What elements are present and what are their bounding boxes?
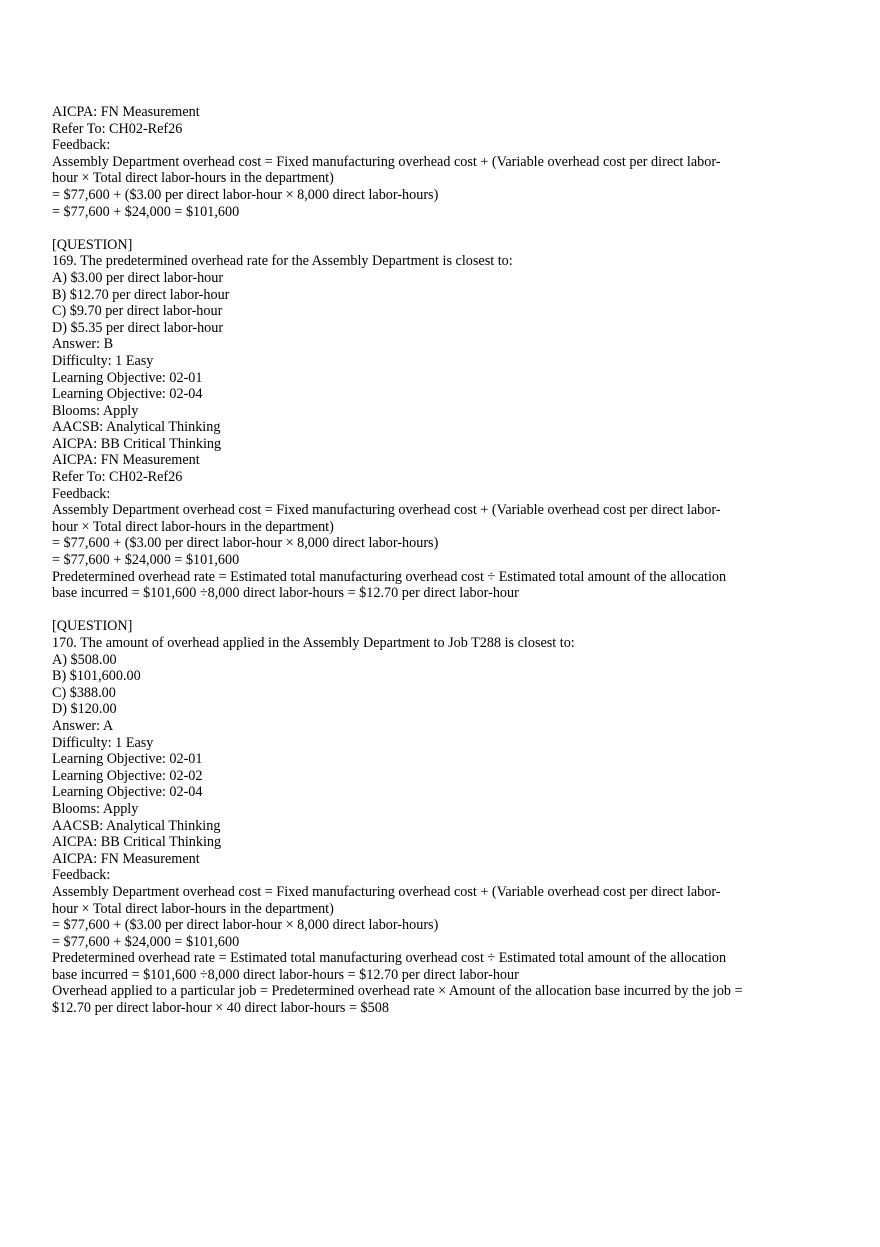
option-d: D) $5.35 per direct labor-hour — [52, 319, 224, 336]
question-170 — [52, 618, 842, 1016]
feedback-block-168 — [52, 104, 842, 220]
aicpa-bb-line: AICPA: BB Critical Thinking — [52, 834, 222, 851]
question-169 — [52, 237, 842, 602]
aacsb-line: AACSB: Analytical Thinking — [52, 817, 221, 834]
aicpa-bb-line: AICPA: BB Critical Thinking — [52, 435, 222, 452]
aacsb-line: AACSB: Analytical Thinking — [52, 419, 221, 436]
aicpa-fn-line: AICPA: FN Measurement — [52, 452, 200, 469]
difficulty-line: Difficulty: 1 Easy — [52, 352, 154, 369]
blooms-line: Blooms: Apply — [52, 402, 139, 419]
question-stem: 170. The amount of overhead applied in the Assembly Department to Job T288 is closest to: — [52, 635, 575, 651]
option-d: D) $120.00 — [52, 701, 117, 718]
learning-objective-line: Learning Objective: 02-04 — [52, 784, 203, 801]
option-c: C) $388.00 — [52, 684, 116, 701]
difficulty-line: Difficulty: 1 Easy — [52, 734, 154, 751]
feedback-line: = $77,600 + $24,000 = $101,600 — [52, 552, 240, 569]
feedback-line: hour × Total direct labor-hours in the department) — [52, 518, 334, 535]
question-tag: [QUESTION] — [52, 618, 133, 635]
feedback-line: Predetermined overhead rate = Estimated total manufacturing overhead cost ÷ Estimated total amount of the allocation — [52, 568, 727, 585]
feedback-line: = $77,600 + $24,000 = $101,600 — [52, 933, 240, 950]
feedback-line: Assembly Department overhead cost = Fixed manufacturing overhead cost + (Variable overhead cost per direct labor- — [52, 502, 721, 519]
feedback-line: = $77,600 + ($3.00 per direct labor-hour × 8,000 direct labor-hours) — [52, 535, 439, 552]
option-b: B) $12.70 per direct labor-hour — [52, 286, 230, 303]
learning-objective-line: Learning Objective: 02-01 — [52, 369, 203, 386]
learning-objective-line: Learning Objective: 02-02 — [52, 767, 203, 784]
answer-line: Answer: A — [52, 717, 114, 734]
aicpa-fn-line: AICPA: FN Measurement — [52, 850, 200, 867]
feedback-line: base incurred = $101,600 ÷8,000 direct labor-hours = $12.70 per direct labor-hour — [52, 585, 519, 602]
question-stem: 169. The predetermined overhead rate for the Assembly Department is closest to: — [52, 253, 513, 270]
option-b: B) $101,600.00 — [52, 668, 141, 685]
question-tag: [QUESTION] — [52, 236, 133, 253]
feedback-line: base incurred = $101,600 ÷8,000 direct labor-hours = $12.70 per direct labor-hour — [52, 966, 519, 983]
feedback-line: Assembly Department overhead cost = Fixed manufacturing overhead cost + (Variable overhead cost per direct labor- — [52, 153, 721, 170]
feedback-line: Overhead applied to a particular job = Predetermined overhead rate × Amount of the allocation base incurred by the job = — [52, 983, 743, 1000]
spacer — [52, 602, 842, 619]
feedback-line: = $77,600 + $24,000 = $101,600 — [52, 203, 240, 220]
feedback-line: Predetermined overhead rate = Estimated total manufacturing overhead cost ÷ Estimated total amount of the allocation — [52, 950, 727, 967]
option-c: C) $9.70 per direct labor-hour — [52, 303, 223, 320]
document-page — [52, 104, 842, 1017]
blooms-line: Blooms: Apply — [52, 800, 139, 817]
feedback-line: = $77,600 + ($3.00 per direct labor-hour × 8,000 direct labor-hours) — [52, 917, 439, 934]
feedback-label: Feedback: — [52, 485, 111, 502]
feedback-line: Assembly Department overhead cost = Fixed manufacturing overhead cost + (Variable overhead cost per direct labor- — [52, 883, 721, 900]
spacer — [52, 220, 842, 237]
learning-objective-line: Learning Objective: 02-04 — [52, 386, 203, 403]
aicpa-fn-line: AICPA: FN Measurement — [52, 104, 200, 120]
option-a: A) $508.00 — [52, 651, 117, 668]
learning-objective-line: Learning Objective: 02-01 — [52, 751, 203, 768]
option-a: A) $3.00 per direct labor-hour — [52, 269, 224, 286]
feedback-label: Feedback: — [52, 867, 111, 884]
feedback-label: Feedback: — [52, 137, 111, 154]
feedback-line: $12.70 per direct labor-hour × 40 direct labor-hours = $508 — [52, 1000, 389, 1017]
feedback-line: hour × Total direct labor-hours in the department) — [52, 900, 334, 917]
feedback-line: hour × Total direct labor-hours in the department) — [52, 170, 334, 187]
feedback-line: = $77,600 + ($3.00 per direct labor-hour × 8,000 direct labor-hours) — [52, 186, 439, 203]
refer-to-line: Refer To: CH02-Ref26 — [52, 469, 183, 486]
answer-line: Answer: B — [52, 336, 114, 353]
refer-to-line: Refer To: CH02-Ref26 — [52, 120, 183, 137]
